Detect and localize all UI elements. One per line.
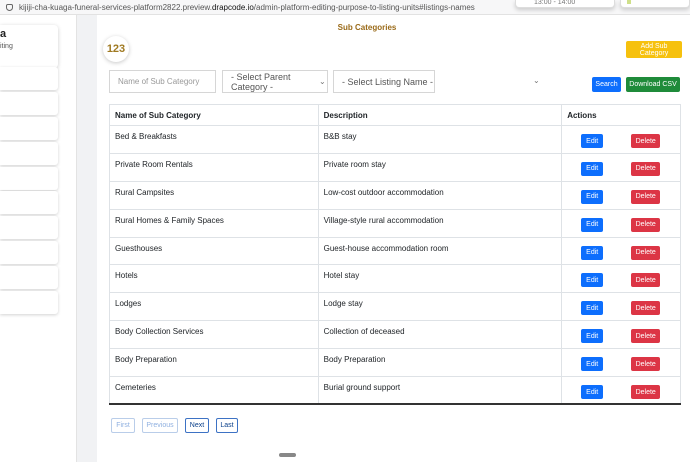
cell-name: Body Preparation: [110, 349, 319, 377]
edit-button[interactable]: Edit: [581, 385, 603, 399]
column-header-actions: Actions: [562, 105, 681, 126]
edit-button[interactable]: Edit: [581, 301, 603, 315]
sidebar: [0, 15, 77, 462]
listing-name-select-value: - Select Listing Name -: [342, 76, 434, 87]
edit-button[interactable]: Edit: [581, 246, 603, 260]
cell-description: Lodge stay: [318, 293, 562, 321]
sidebar-item[interactable]: [0, 117, 58, 140]
edit-button[interactable]: Edit: [581, 190, 603, 204]
cell-description: Collection of deceased: [318, 321, 562, 349]
cell-actions: [562, 349, 681, 377]
sidebar-item[interactable]: [0, 266, 58, 289]
table-row: [110, 377, 681, 405]
horizontal-scrollbar-thumb[interactable]: [279, 453, 296, 457]
url-prefix: kijiji-cha-kuaga-funeral-services-platform2822.preview.: [19, 2, 212, 12]
cell-description: Body Preparation: [318, 349, 562, 377]
cell-description: B&B stay: [318, 126, 562, 154]
chevron-down-icon: ⌄: [533, 76, 540, 85]
notification-popup[interactable]: [515, 0, 615, 8]
cell-name: Rural Homes & Family Spaces: [110, 209, 319, 237]
brand-title: a: [0, 28, 7, 40]
shield-icon: [6, 4, 13, 11]
cell-actions: [562, 209, 681, 237]
url-domain: drapcode.io: [211, 2, 254, 12]
sidebar-brand[interactable]: [0, 25, 58, 68]
column-header-description: Description: [318, 105, 562, 126]
table-row: [110, 349, 681, 377]
sidebar-item[interactable]: [0, 241, 58, 264]
notification-icon: [627, 0, 631, 4]
sidebar-item[interactable]: [0, 92, 58, 115]
notification-popup-secondary[interactable]: [620, 0, 690, 8]
table-row: [110, 153, 681, 181]
sidebar-item[interactable]: [0, 67, 58, 90]
cell-actions: [562, 126, 681, 154]
sidebar-item[interactable]: [0, 291, 58, 314]
cell-description: Low-cost outdoor accommodation: [318, 181, 562, 209]
page-title: Sub Categories: [337, 23, 397, 32]
table-row: [110, 265, 681, 293]
main-panel: [97, 15, 690, 462]
search-button[interactable]: Search: [592, 77, 621, 92]
listing-name-select[interactable]: [333, 70, 435, 93]
cell-description: Guest-house accommodation room: [318, 237, 562, 265]
edit-button[interactable]: Edit: [581, 357, 603, 371]
download-csv-button[interactable]: Download CSV: [626, 77, 680, 92]
add-sub-category-button[interactable]: Add Sub Category: [626, 41, 682, 58]
sidebar-menu: [0, 67, 58, 316]
sub-categories-table: [109, 104, 681, 405]
cell-actions: [562, 377, 681, 405]
cell-actions: [562, 237, 681, 265]
table-row: [110, 237, 681, 265]
delete-button[interactable]: Delete: [631, 162, 660, 176]
cell-description: Hotel stay: [318, 265, 562, 293]
table-row: [110, 181, 681, 209]
edit-button[interactable]: Edit: [581, 162, 603, 176]
cell-actions: [562, 293, 681, 321]
cell-name: Guesthouses: [110, 237, 319, 265]
count-badge: 123: [103, 36, 129, 62]
table-row: [110, 209, 681, 237]
url-suffix: /admin-platform-editing-purpose-to-listing-units#listings-names: [253, 2, 475, 12]
cell-description: Burial ground support: [318, 377, 562, 405]
cell-actions: [562, 265, 681, 293]
edit-button[interactable]: Edit: [581, 273, 603, 287]
table-row: [110, 126, 681, 154]
sidebar-item[interactable]: [0, 191, 58, 214]
pagination-first-button[interactable]: First: [111, 418, 135, 433]
pagination-last-button[interactable]: Last: [216, 418, 238, 433]
delete-button[interactable]: Delete: [631, 301, 660, 315]
edit-button[interactable]: Edit: [581, 218, 603, 232]
delete-button[interactable]: Delete: [631, 385, 660, 399]
delete-button[interactable]: Delete: [631, 273, 660, 287]
sidebar-item[interactable]: [0, 167, 58, 190]
cell-name: Hotels: [110, 265, 319, 293]
chevron-down-icon: ⌄: [319, 77, 326, 86]
table-row: [110, 293, 681, 321]
table-row: [110, 321, 681, 349]
cell-actions: [562, 153, 681, 181]
cell-name: Body Collection Services: [110, 321, 319, 349]
delete-button[interactable]: Delete: [631, 190, 660, 204]
cell-description: Village-style rural accommodation: [318, 209, 562, 237]
brand-subtitle: iting: [0, 43, 13, 50]
sub-category-name-input[interactable]: Name of Sub Category: [109, 70, 216, 93]
cell-name: Lodges: [110, 293, 319, 321]
cell-name: Bed & Breakfasts: [110, 126, 319, 154]
delete-button[interactable]: Delete: [631, 329, 660, 343]
cell-name: Private Room Rentals: [110, 153, 319, 181]
edit-button[interactable]: Edit: [581, 329, 603, 343]
pagination-previous-button[interactable]: Previous: [142, 418, 178, 433]
delete-button[interactable]: Delete: [631, 357, 660, 371]
notification-text: 13:00 - 14:00: [534, 0, 576, 6]
cell-actions: [562, 321, 681, 349]
cell-description: Private room stay: [318, 153, 562, 181]
parent-category-select-value: - Select Parent Category -: [231, 71, 291, 92]
table-header-row: [110, 105, 681, 126]
sidebar-item[interactable]: [0, 142, 58, 165]
sidebar-item[interactable]: [0, 216, 58, 239]
delete-button[interactable]: Delete: [631, 218, 660, 232]
cell-name: Cemeteries: [110, 377, 319, 405]
column-header-name: Name of Sub Category: [110, 105, 319, 126]
edit-button[interactable]: Edit: [581, 134, 603, 148]
pagination-next-button[interactable]: Next: [185, 418, 209, 433]
delete-button[interactable]: Delete: [631, 134, 660, 148]
cell-actions: [562, 181, 681, 209]
delete-button[interactable]: Delete: [631, 246, 660, 260]
parent-category-select[interactable]: [222, 70, 328, 93]
cell-name: Rural Campsites: [110, 181, 319, 209]
